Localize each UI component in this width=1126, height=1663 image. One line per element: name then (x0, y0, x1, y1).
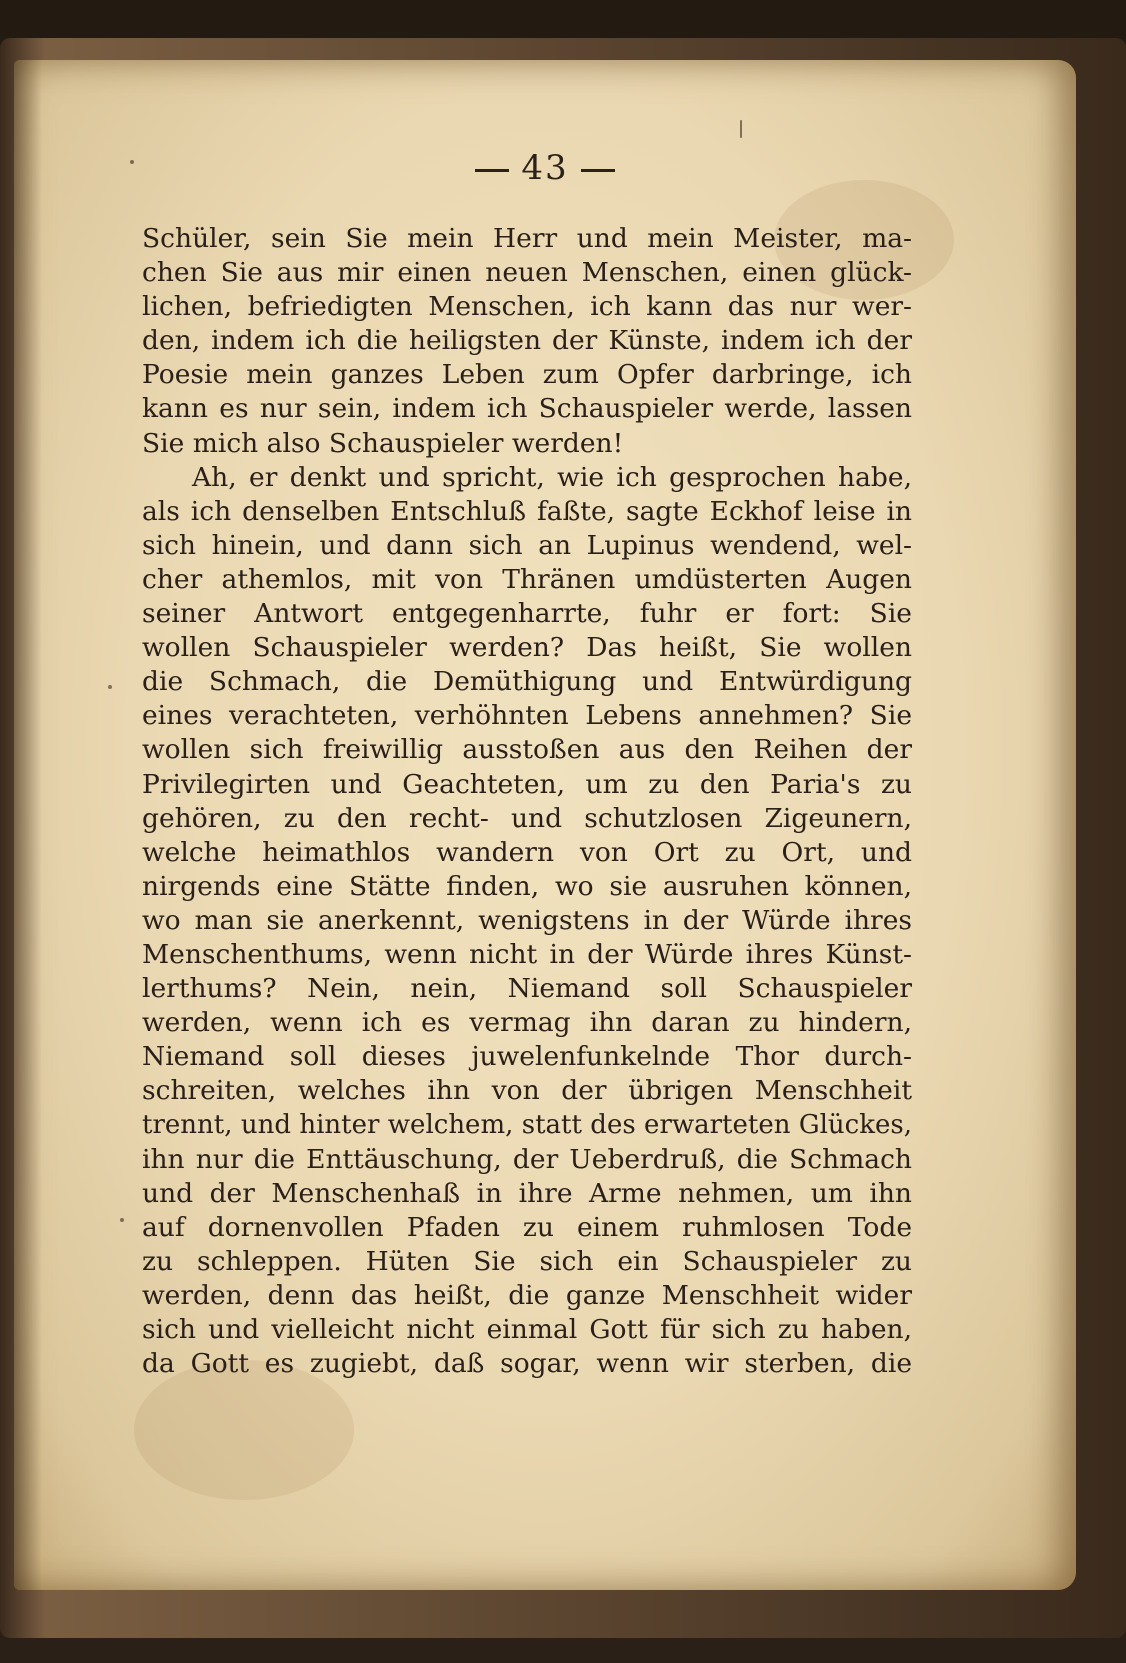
text-line: seiner Antwort entgegenharrte, fuhr er fort: Sie (142, 598, 912, 630)
text-line: Sie mich also Schauspieler werden! (142, 427, 624, 459)
page-number: 43 (521, 148, 569, 188)
text-line: als ich denselben Entschluß faßte, sagte Eckhof leise in (142, 495, 912, 527)
text-line: werden, denn das heißt, die ganze Menschheit wider (142, 1279, 912, 1311)
text-line: Menschenthums, wenn nicht in der Würde ihres Künst- (142, 938, 912, 970)
text-line: ihn nur die Enttäuschung, der Ueberdruß, die Schmach (142, 1143, 912, 1175)
ink-speck (120, 1218, 124, 1222)
text-line: auf dornenvollen Pfaden zu einem ruhmlosen Tode (142, 1211, 912, 1243)
text-line: welche heimathlos wandern von Ort zu Ort, und (142, 836, 912, 868)
ink-speck (740, 120, 742, 138)
text-line: lichen, befriedigten Menschen, ich kann das nur wer- (142, 291, 912, 323)
text-line: sich hinein, und dann sich an Lupinus wendend, wel- (142, 529, 912, 561)
text-line: da Gott es zugiebt, daß sogar, wenn wir sterben, die (142, 1348, 912, 1380)
text-line: die Schmach, die Demüthigung und Entwürdigung (142, 666, 912, 698)
header-dash-left (475, 169, 509, 172)
text-line: schreiten, welches ihn von der übrigen Menschheit (142, 1075, 912, 1107)
text-line: chen Sie aus mir einen neuen Menschen, einen glück- (142, 257, 912, 289)
text-line: gehören, zu den recht- und schutzlosen Zigeunern, (142, 802, 912, 834)
text-line: den, indem ich die heiligsten der Künste, indem ich der (142, 325, 912, 357)
text-line: trennt, und hinter welchem, statt des erwarteten Glückes, (142, 1110, 912, 1141)
text-line: Poesie mein ganzes Leben zum Opfer darbringe, ich (142, 359, 912, 391)
text-line: werden, wenn ich es vermag ihn daran zu hindern, (142, 1007, 912, 1039)
text-line: Privilegirten und Geachteten, um zu den Paria's zu (142, 768, 912, 800)
text-line: sich und vielleicht nicht einmal Gott für sich zu haben, (142, 1314, 912, 1345)
text-line: lerthums? Nein, nein, Niemand soll Schauspieler (142, 973, 912, 1005)
text-line: Niemand soll dieses juwelenfunkelnde Thor durch- (142, 1041, 912, 1073)
text-line: cher athemlos, mit von Thränen umdüsterten Augen (142, 563, 912, 595)
text-line: wo man sie anerkennt, wenigstens in der Würde ihres (142, 904, 912, 936)
ink-speck (108, 685, 112, 689)
text-line: wollen sich freiwillig ausstoßen aus den Reihen der (142, 734, 912, 766)
text-line: eines verachteten, verhöhnten Lebens annehmen? Sie (142, 700, 912, 732)
header-dash-right (581, 169, 615, 172)
text-line: Schüler, sein Sie mein Herr und mein Meister, ma- (142, 223, 912, 254)
text-line: kann es nur sein, indem ich Schauspieler werde, lassen (142, 393, 912, 425)
body-text (142, 222, 912, 1381)
book-page (14, 60, 1076, 1590)
page-number-header (14, 148, 1076, 188)
text-line: zu schleppen. Hüten Sie sich ein Schauspieler zu (142, 1245, 912, 1277)
text-line: Ah, er denkt und spricht, wie ich gesprochen habe, (192, 461, 912, 493)
text-line: wollen Schauspieler werden? Das heißt, Sie wollen (142, 632, 912, 664)
text-line: nirgends eine Stätte finden, wo sie ausruhen können, (142, 870, 912, 902)
page-gutter-shadow (14, 60, 42, 1590)
text-line: und der Menschenhaß in ihre Arme nehmen, um ihn (142, 1177, 912, 1209)
